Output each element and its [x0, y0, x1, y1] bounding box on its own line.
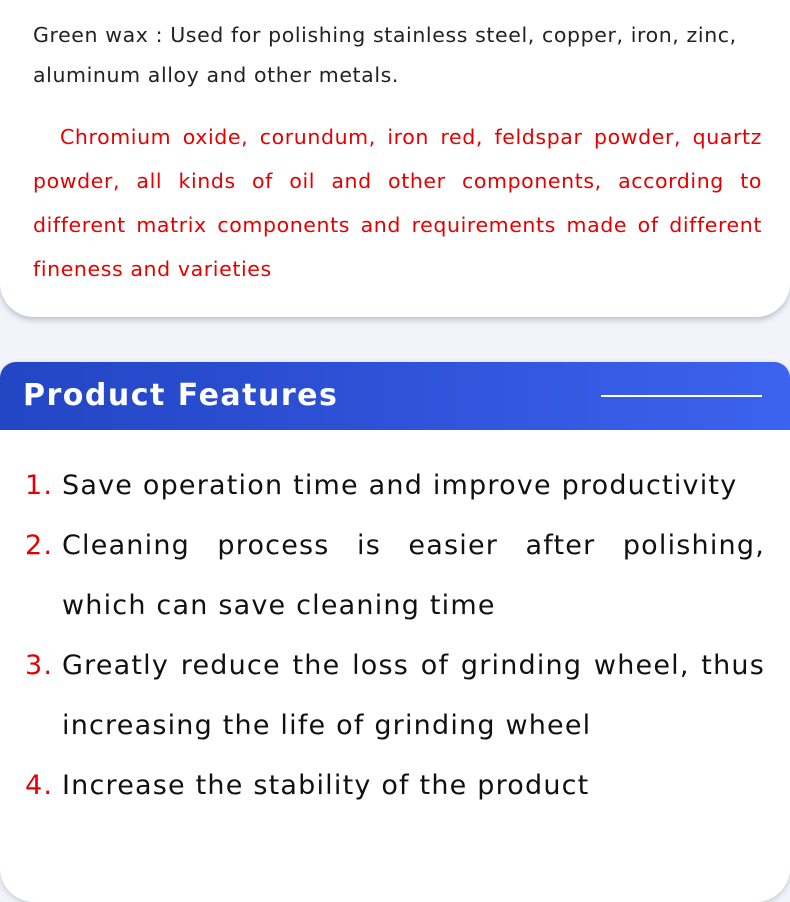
- feature-text: Increase the stability of the product: [62, 770, 590, 801]
- feature-text: Save operation time and improve productivity: [62, 470, 738, 501]
- features-header: [0, 362, 790, 430]
- header-divider-line: [601, 395, 762, 397]
- feature-item-4: [25, 756, 765, 816]
- feature-number: 1.: [25, 470, 54, 501]
- description-card: [0, 0, 790, 317]
- feature-number: 3.: [25, 650, 54, 681]
- feature-item-1: [25, 456, 765, 516]
- feature-text: Greatly reduce the loss of grinding wheel, thus increasing the life of grinding wheel: [62, 650, 765, 741]
- feature-item-2: [25, 516, 765, 636]
- features-list: [25, 456, 765, 816]
- feature-number: 4.: [25, 770, 54, 801]
- feature-item-3: [25, 636, 765, 756]
- green-wax-description: Green wax : Used for polishing stainless steel, copper, iron, zinc, aluminum alloy and other metals.: [33, 23, 737, 87]
- composition-description: Chromium oxide, corundum, iron red, feldspar powder, quartz powder, all kinds of oil and other components, according to different matrix components and requirements made of different fineness and varieties: [33, 125, 762, 281]
- feature-number: 2.: [25, 530, 54, 561]
- feature-text: Cleaning process is easier after polishing, which can save cleaning time: [62, 530, 765, 621]
- features-card: [0, 362, 790, 902]
- features-title: Product Features: [23, 378, 339, 413]
